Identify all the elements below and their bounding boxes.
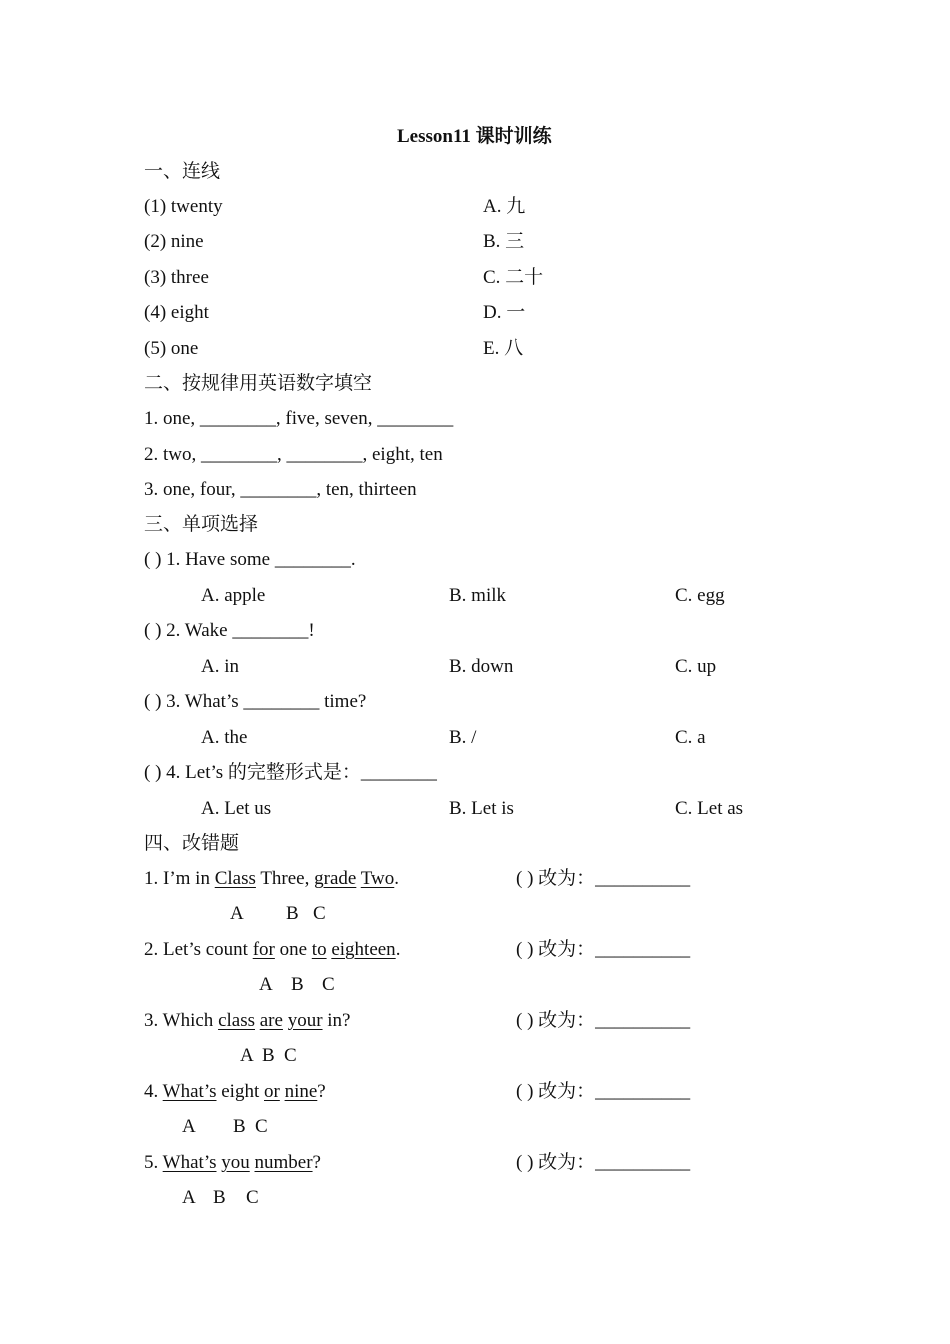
- section-4-heading: 四、改错题: [144, 833, 240, 854]
- underlined-part-c: Two: [360, 868, 395, 889]
- marker-a: A: [240, 1045, 254, 1066]
- choice-question-2: ( ) 2. Wake ________!: [144, 620, 315, 641]
- underlined-part-c: your: [287, 1010, 323, 1031]
- underlined-part-c: number: [254, 1152, 313, 1173]
- marker-a: A: [259, 974, 273, 995]
- fill-item-1: 1. one, ________, five, seven, ________: [144, 408, 454, 429]
- correction-sentence-2: 2. Let’s count for one to eighteen.: [144, 939, 401, 960]
- match-left-1: (1) twenty: [144, 196, 223, 217]
- choice-option-c: C. egg: [675, 585, 725, 606]
- marker-a: A: [182, 1116, 196, 1137]
- marker-c: C: [284, 1045, 297, 1066]
- marker-c: C: [322, 974, 335, 995]
- marker-c: C: [255, 1116, 268, 1137]
- underlined-part-a: What’s: [162, 1081, 217, 1102]
- choice-question-3: ( ) 3. What’s ________ time?: [144, 691, 367, 712]
- underlined-part-b: are: [259, 1010, 283, 1031]
- page-title: Lesson11 课时训练: [397, 126, 552, 147]
- section-2-heading: 二、按规律用英语数字填空: [144, 373, 373, 394]
- correction-answer-1: ( ) 改为：__________: [516, 868, 691, 889]
- match-left-5: (5) one: [144, 338, 199, 359]
- section-3-heading: 三、单项选择: [144, 514, 259, 535]
- marker-b: B: [233, 1116, 246, 1137]
- correction-sentence-4: 4. What’s eight or nine?: [144, 1081, 326, 1102]
- fill-item-3: 3. one, four, ________, ten, thirteen: [144, 479, 417, 500]
- match-right-b: B. 三: [483, 231, 525, 252]
- match-right-a: A. 九: [483, 196, 526, 217]
- choice-option-c: C. Let as: [675, 798, 744, 819]
- choice-option-c: C. up: [675, 656, 717, 677]
- marker-b: B: [291, 974, 304, 995]
- underlined-part-b: you: [221, 1152, 250, 1173]
- underlined-part-c: eighteen: [331, 939, 396, 960]
- marker-c: C: [313, 903, 326, 924]
- match-right-d: D. 一: [483, 302, 526, 323]
- correction-sentence-5: 5. What’s you number?: [144, 1152, 321, 1173]
- choice-option-b: B. down: [449, 656, 514, 677]
- match-left-2: (2) nine: [144, 231, 204, 252]
- underlined-part-a: Class: [214, 868, 256, 889]
- correction-sentence-1: 1. I’m in Class Three, grade Two.: [144, 868, 400, 889]
- choice-option-b: B. Let is: [449, 798, 514, 819]
- choice-option-a: A. the: [201, 727, 248, 748]
- section-1-heading: 一、连线: [144, 161, 221, 182]
- match-left-4: (4) eight: [144, 302, 209, 323]
- marker-b: B: [213, 1187, 226, 1208]
- underlined-part-b: grade: [314, 868, 357, 889]
- match-right-e: E. 八: [483, 338, 524, 359]
- underlined-part-c: nine: [284, 1081, 318, 1102]
- choice-question-4: ( ) 4. Let’s 的完整形式是：________: [144, 762, 437, 783]
- choice-option-a: A. in: [201, 656, 239, 677]
- match-left-3: (3) three: [144, 267, 209, 288]
- choice-option-c: C. a: [675, 727, 706, 748]
- choice-option-a: A. Let us: [201, 798, 272, 819]
- correction-answer-5: ( ) 改为：__________: [516, 1152, 691, 1173]
- choice-option-b: B. /: [449, 727, 477, 748]
- choice-question-1: ( ) 1. Have some ________.: [144, 549, 356, 570]
- marker-b: B: [262, 1045, 275, 1066]
- correction-answer-4: ( ) 改为：__________: [516, 1081, 691, 1102]
- marker-a: A: [182, 1187, 196, 1208]
- underlined-part-b: or: [264, 1081, 280, 1102]
- marker-a: A: [230, 903, 244, 924]
- choice-option-b: B. milk: [449, 585, 507, 606]
- correction-answer-3: ( ) 改为：__________: [516, 1010, 691, 1031]
- choice-option-a: A. apple: [201, 585, 266, 606]
- underlined-part-a: for: [252, 939, 275, 960]
- underlined-part-a: What’s: [162, 1152, 217, 1173]
- marker-c: C: [246, 1187, 259, 1208]
- marker-b: B: [286, 903, 299, 924]
- correction-sentence-3: 3. Which class are your in?: [144, 1010, 351, 1031]
- correction-answer-2: ( ) 改为：__________: [516, 939, 691, 960]
- underlined-part-b: to: [311, 939, 327, 960]
- fill-item-2: 2. two, ________, ________, eight, ten: [144, 444, 443, 465]
- match-right-c: C. 二十: [483, 267, 544, 288]
- underlined-part-a: class: [218, 1010, 255, 1031]
